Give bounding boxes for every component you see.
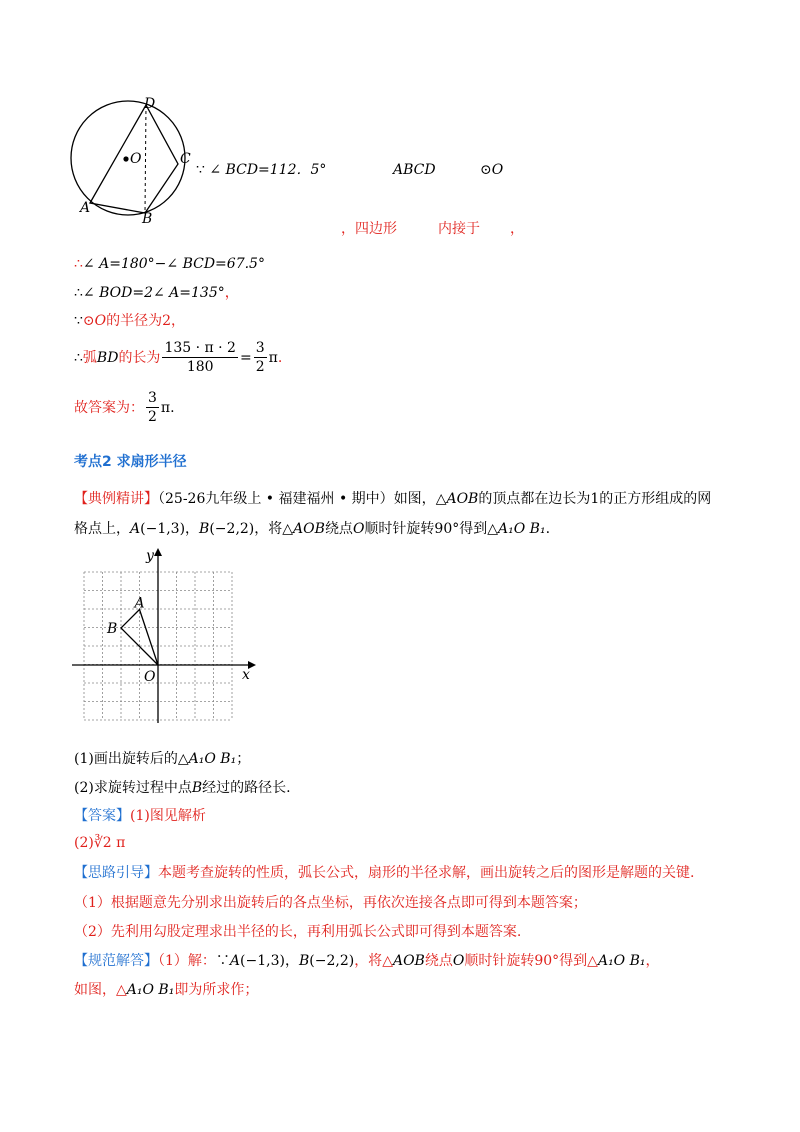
question-2: (2)求旋转过程中点B经过的路径长. xyxy=(74,780,291,796)
given-line-2c: ， xyxy=(510,221,524,237)
axis-x-label: x xyxy=(242,667,250,683)
answer-tag: 【答案】(1)图见解析 xyxy=(74,808,206,824)
step-2: ∴∠ BOD=2∠ A=135°， xyxy=(74,285,239,301)
label-D: D xyxy=(144,96,156,112)
label-O: O xyxy=(130,151,142,167)
step-3: ∵⊙O的半径为2， xyxy=(74,313,186,329)
axis-y-label: y xyxy=(146,548,154,564)
answer-2: (2)∛2 π xyxy=(74,835,126,851)
given-line-2: ，四边形 xyxy=(341,221,397,237)
example-line-1: 【典例精讲】（25-26九年级上 • 福建福州 • 期中）如图，△AOB的顶点都在边长为1的正方形组成的网 xyxy=(74,491,712,507)
grid-label-A: A xyxy=(134,595,145,612)
label-C: C xyxy=(180,151,191,167)
grid-figure xyxy=(68,548,268,733)
hint-line-1: （1）根据题意先分别求出旋转后的各点坐标，再依次连接各点即可得到本题答案； xyxy=(74,895,587,911)
step-1: ∴∠ A=180°−∠ BCD=67.5° xyxy=(74,256,265,272)
example-line-2: 格点上，A(−1,3)，B(−2,2)，将△AOB绕点O顺时针旋转90°得到△A₁O B₁. xyxy=(74,521,551,537)
label-A: A xyxy=(80,200,91,216)
hint-line: 【思路引导】本题考查旋转的性质，弧长公式，扇形的半径求解，画出旋转之后的图形是解题的关键. xyxy=(74,865,695,881)
label-B: B xyxy=(142,211,153,225)
given-line: ∵ ∠ BCD=112．5° xyxy=(196,162,327,178)
solution-line-2: 如图，△A₁O B₁即为所求作； xyxy=(74,982,259,998)
section-title: 考点2 求扇形半径 xyxy=(74,454,187,470)
grid-label-O: O xyxy=(144,669,156,685)
given-line-2b: 内接于 xyxy=(438,221,480,237)
step-4: ∴ 弧 BD 的长为 $\frac{135 \cdot \pi \cdot 2}{180}$ = $\frac{3}{2}$ π . xyxy=(74,340,283,375)
quad-name: ABCD xyxy=(393,162,436,178)
answer-1: 故答案为： $\frac{3}{2}$ π. xyxy=(74,390,175,425)
circle-symbol: ⊙O xyxy=(480,162,504,178)
hint-line-2: （2）先利用勾股定理求出半径的长，再利用弧长公式即可得到本题答案. xyxy=(74,924,522,940)
question-1: (1)画出旋转后的△A₁O B₁； xyxy=(74,751,251,767)
grid-label-B: B xyxy=(107,621,118,637)
circle-figure xyxy=(60,95,200,225)
solution-line-1: 【规范解答】（1）解：∵A(−1,3)，B(−2,2)，将△AOB绕点O顺时针旋转90°得到△A₁O B₁， xyxy=(74,953,660,969)
